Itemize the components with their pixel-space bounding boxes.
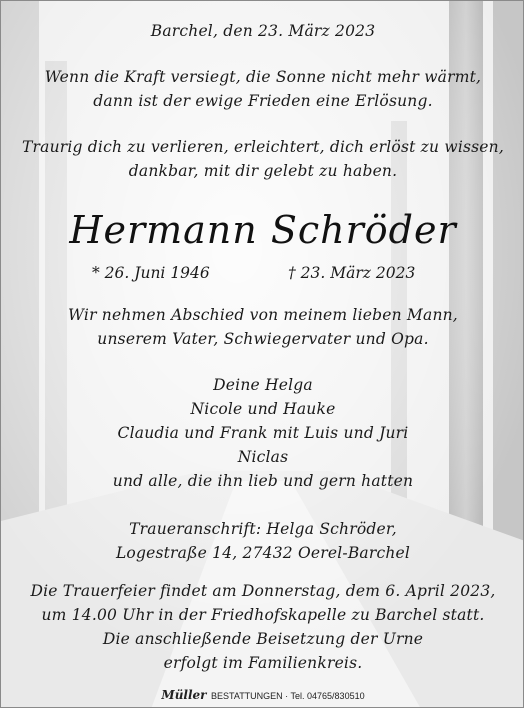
address-line-1: Traueranschrift: Helga Schröder,: [129, 520, 397, 538]
announcement-line-1: Wir nehmen Abschied von meinem lieben Mann,: [68, 306, 458, 324]
announcement-line-2: unserem Vater, Schwiegervater und Opa.: [97, 330, 429, 348]
mourner-line-1: Deine Helga: [213, 376, 313, 394]
mourner-line-5: und alle, die ihn lieb und gern hatten: [112, 472, 414, 490]
service-line-4: erfolgt im Familienkreis.: [163, 654, 363, 672]
service-line-1: Die Trauerfeier findet am Donnerstag, dem 6. April 2023,: [30, 582, 496, 600]
place-date: Barchel, den 23. März 2023: [150, 22, 376, 40]
birth-date: * 26. Juni 1946: [92, 264, 210, 282]
address-line-2: Logestraße 14, 27432 Oerel-Barchel: [115, 544, 411, 562]
mourner-line-3: Claudia und Frank mit Luis und Juri: [117, 424, 409, 442]
funeral-home-contact: BESTATTUNGEN · Tel. 04765/830510: [211, 691, 365, 701]
poem-line-1: Wenn die Kraft versiegt, die Sonne nicht mehr wärmt,: [44, 68, 482, 86]
service-line-2: um 14.00 Uhr in der Friedhofskapelle zu Barchel statt.: [41, 606, 485, 624]
death-date: † 23. März 2023: [288, 264, 416, 282]
farewell-line-1: Traurig dich zu verlieren, erleichtert, dich erlöst zu wissen,: [22, 138, 504, 156]
poem-line-2: dann ist der ewige Frieden eine Erlösung.: [93, 92, 433, 110]
farewell-line-2: dankbar, mit dir gelebt zu haben.: [128, 162, 398, 180]
service-line-3: Die anschließende Beisetzung der Urne: [102, 630, 424, 648]
mourner-line-2: Nicole und Hauke: [190, 400, 336, 418]
funeral-home-logo: Müller: [161, 688, 207, 702]
deceased-name: Hermann Schröder: [69, 208, 457, 252]
mourner-line-4: Niclas: [237, 448, 289, 466]
funeral-home-footer: [1, 688, 524, 703]
